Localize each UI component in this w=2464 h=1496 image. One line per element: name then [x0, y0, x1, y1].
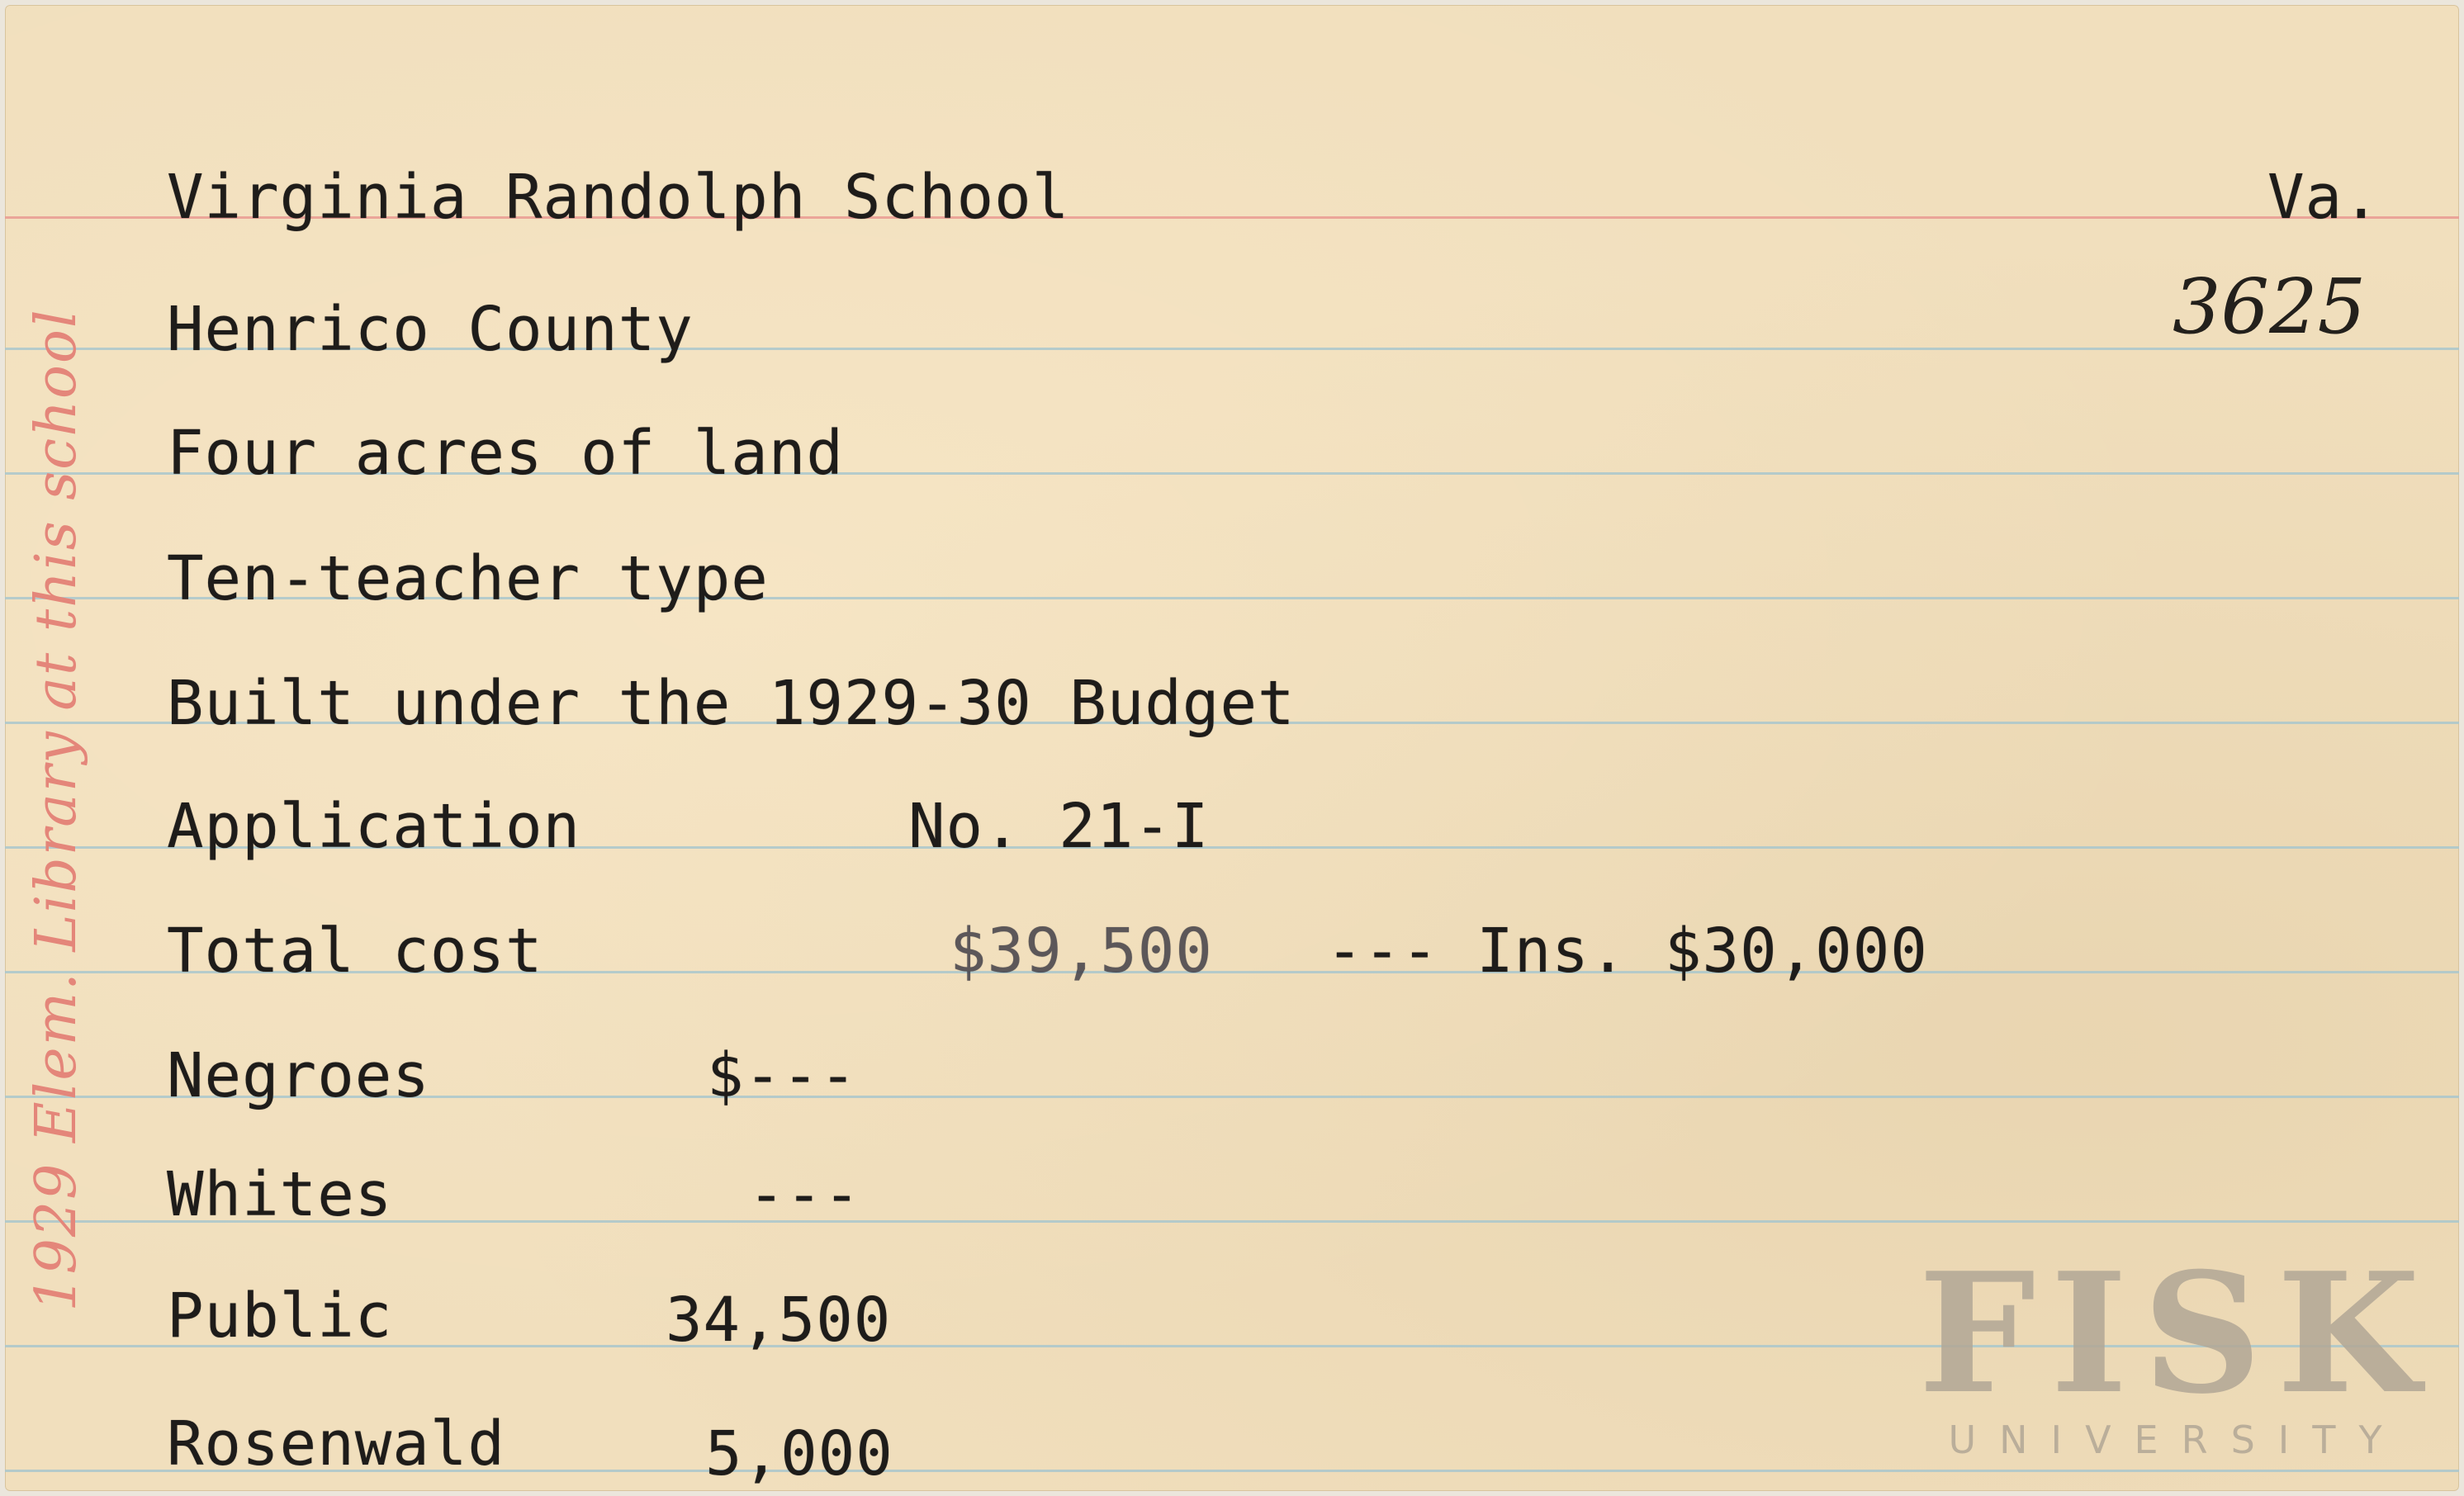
margin-note: 1929 Elem. Library at this school: [24, 308, 89, 1312]
logo-word: FISK: [1918, 1237, 2435, 1431]
state: Va.: [2267, 162, 2381, 233]
county: Henrico County: [167, 294, 694, 365]
total-cost-value: $39,500: [950, 916, 1213, 987]
application-label: Application: [167, 791, 581, 862]
insurance: --- Ins. $30,000: [1326, 916, 1928, 987]
application-number: No. 21-I: [908, 791, 1210, 862]
negroes-value: $---: [707, 1040, 858, 1111]
index-card: [5, 5, 2459, 1491]
fisk-university-logo: [1912, 1237, 2441, 1462]
whites-label: Whites: [167, 1159, 393, 1230]
rosenwald-value: 5,000: [705, 1418, 893, 1489]
public-label: Public: [167, 1281, 393, 1352]
rosenwald-label: Rosenwald: [167, 1408, 505, 1479]
public-value: 34,500: [666, 1285, 892, 1356]
negroes-label: Negroes: [167, 1040, 430, 1111]
school-type: Ten-teacher type: [167, 543, 769, 614]
whites-value: ---: [748, 1159, 861, 1230]
school-name: Virginia Randolph School: [167, 162, 1070, 233]
total-cost-label: Total cost: [167, 916, 543, 987]
logo-subtitle: UNIVERSITY: [1948, 1418, 2405, 1462]
handwritten-number: 3625: [2173, 263, 2367, 351]
land: Four acres of land: [167, 418, 844, 489]
budget: Built under the 1929-30 Budget: [167, 668, 1296, 739]
